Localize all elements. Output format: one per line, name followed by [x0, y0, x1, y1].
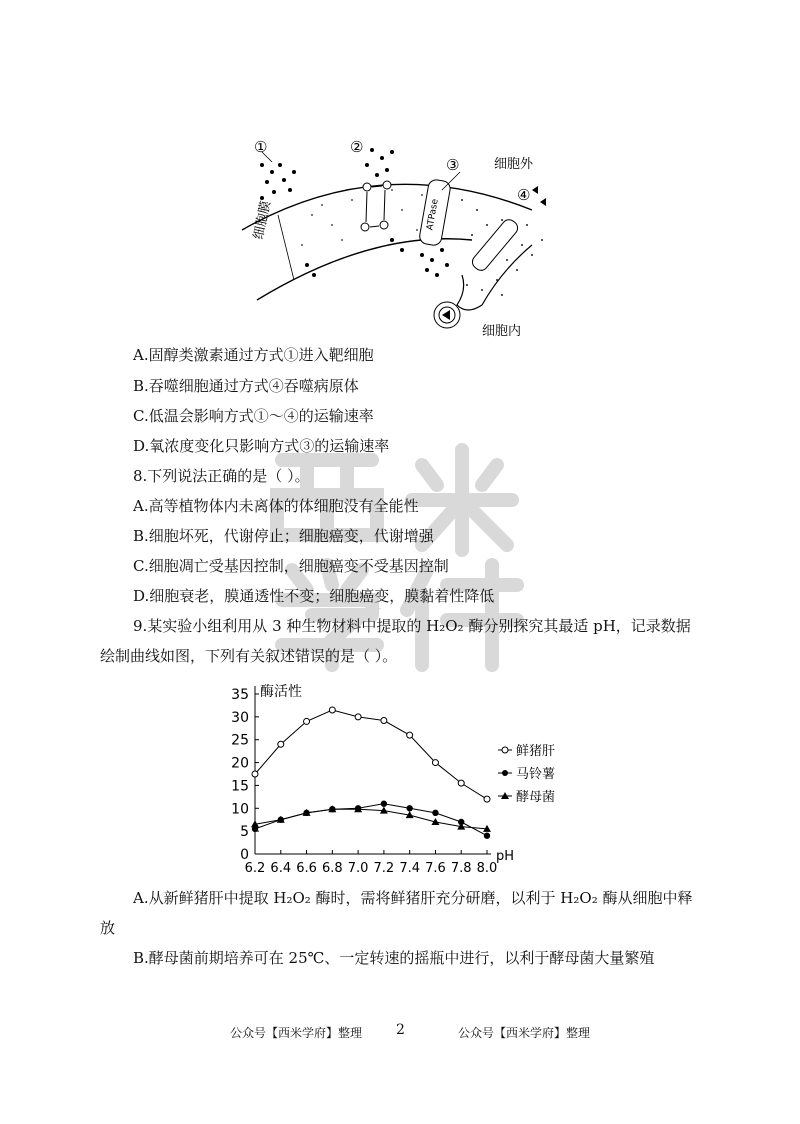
chart-x-tick-label: 7.2 — [373, 861, 395, 876]
chart-x-tick-label: 6.6 — [296, 861, 317, 876]
q8-option-d: D.细胞衰老，膜通透性不变；细胞癌变，膜黏着性降低 — [133, 587, 495, 605]
footer-right: 公众号【西米学府】整理 — [458, 1026, 591, 1040]
q9-option-a-line1: A.从新鲜猪肝中提取 H₂O₂ 酶时，需将鲜猪肝充分研磨，以利于 H₂O₂ 酶从细胞中释 — [133, 889, 693, 907]
legend-marker-potato — [502, 770, 508, 776]
chart-point — [432, 760, 438, 766]
chart-point — [484, 833, 490, 839]
chart-y-tick-label: 15 — [231, 778, 249, 795]
chart-y-tick-label: 20 — [231, 755, 249, 772]
chart-point — [381, 718, 387, 724]
q8-option-a: A.高等植物体内未离体的体细胞没有全能性 — [133, 497, 419, 515]
q9-option-a-line2: 放 — [100, 919, 116, 937]
chart-x-tick-label: 8.0 — [476, 861, 498, 876]
q7-option-b: B.吞噬细胞通过方式④吞噬病原体 — [133, 377, 359, 395]
chart-point — [432, 810, 438, 816]
chart-point — [407, 732, 413, 738]
chart-y-tick-label: 30 — [231, 709, 249, 726]
chart-x-tick-label: 6.2 — [244, 861, 266, 876]
label-membrane: 细胞膜 — [251, 199, 275, 241]
chart-series-line-0 — [255, 710, 487, 799]
chart-y-tick-label: 10 — [231, 801, 249, 818]
chart-legend — [498, 743, 555, 805]
chart-point — [458, 780, 464, 786]
legend-label-potato: 马铃薯 — [516, 767, 556, 782]
chart-y-tick-label: 0 — [240, 847, 249, 863]
chart-x-tick-label: 6.4 — [270, 861, 292, 876]
chart-point — [381, 801, 387, 807]
chart-x-tick-label: 7.6 — [425, 861, 446, 876]
q9-stem-line1: 9.某实验小组利用从 3 种生物材料中提取的 H₂O₂ 酶分别探究其最适 pH，记录数据 — [133, 617, 691, 635]
enzyme-activity-chart — [220, 678, 556, 878]
legend-label-liver: 鲜猪肝 — [516, 744, 556, 759]
label-mode2: ② — [350, 138, 364, 156]
page-number: 2 — [396, 1022, 405, 1038]
chart-point — [252, 771, 258, 777]
chart-point — [278, 741, 284, 747]
q8-option-b: B.细胞坏死，代谢停止；细胞癌变，代谢增强 — [133, 527, 434, 545]
chart-y-tick-label: 5 — [240, 824, 249, 841]
q9-option-b: B.酵母菌前期培养可在 25℃、一定转速的摇瓶中进行，以利于酵母菌大量繁殖 — [133, 949, 655, 967]
membrane-transport-diagram — [232, 130, 572, 345]
q7-option-d: D.氧浓度变化只影响方式③的运输速率 — [133, 437, 390, 455]
chart-x-tick-label: 6.8 — [321, 861, 343, 876]
label-mode3: ③ — [446, 156, 460, 174]
legend-marker-liver — [502, 747, 508, 753]
chart-point — [406, 805, 412, 811]
chart-x-tick-label: 7.8 — [450, 861, 472, 876]
atpase-label: ATPase — [425, 198, 441, 232]
mode3-atpase — [418, 179, 451, 277]
q7-option-a: A.固醇类激素通过方式①进入靶细胞 — [133, 346, 374, 364]
chart-xlabel: pH — [496, 849, 515, 864]
mode2-carrier — [361, 148, 404, 252]
label-mode1: ① — [254, 138, 268, 156]
chart-y-tick-label: 25 — [231, 732, 249, 749]
chart-ylabel: 酶活性 — [260, 684, 302, 700]
chart-point — [355, 714, 361, 720]
chart-point — [329, 707, 335, 713]
footer-left: 公众号【西米学府】整理 — [230, 1026, 363, 1040]
chart-point — [484, 796, 490, 802]
chart-point — [304, 718, 310, 724]
chart-series-line-1 — [255, 804, 487, 836]
mode4-vesicle — [434, 186, 546, 328]
label-inside: 细胞内 — [482, 324, 522, 339]
label-outside: 细胞外 — [494, 157, 534, 172]
q8-option-c: C.细胞凋亡受基因控制，细胞癌变不受基因控制 — [133, 557, 449, 575]
membrane-inner-arc — [257, 239, 472, 300]
chart-x-tick-label: 7.0 — [347, 861, 369, 876]
q9-stem-line2: 绘制曲线如图，下列有关叙述错误的是（ ）。 — [100, 647, 398, 665]
label-mode4: ④ — [517, 186, 531, 204]
chart-x-tick-label: 7.4 — [399, 861, 421, 876]
legend-label-yeast: 酵母菌 — [516, 790, 556, 805]
q8-stem: 8.下列说法正确的是（ ）。 — [133, 467, 310, 485]
chart-y-tick-label: 35 — [231, 687, 249, 703]
q7-option-c: C.低温会影响方式①～④的运输速率 — [133, 407, 374, 425]
